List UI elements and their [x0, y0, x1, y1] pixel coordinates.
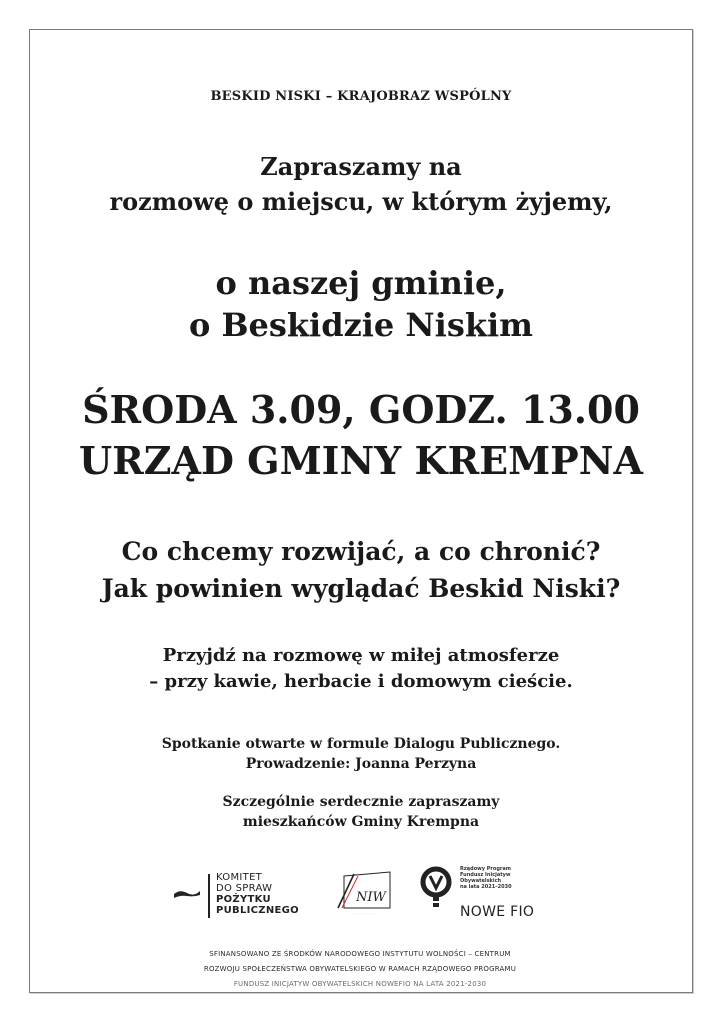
welcome-line-2: mieszkańców Gminy Krempna — [242, 814, 480, 830]
fio-small-2: Fundusz Inicjatyw — [460, 872, 511, 878]
komitet-line-3: POŻYTKU — [216, 894, 271, 905]
funding-line-2: ROZWOJU SPOŁECZEŃSTWA OBYWATELSKIEGO W RAMACH RZĄDOWEGO PROGRAMU — [203, 965, 517, 973]
event-venue: URZĄD GMINY KREMPNA — [79, 438, 643, 483]
fio-small-1: Rządowy Program — [460, 866, 511, 872]
komitet-line-4: PUBLICZNEGO — [216, 905, 299, 916]
komitet-line-2: DO SPRAW — [216, 883, 273, 894]
komitet-text — [216, 872, 299, 916]
funding-line-3: FUNDUSZ INICJATYW OBYWATELSKICH NOWEFIO NA LATA 2021-2030 — [233, 980, 487, 988]
invite-line-2: – przy kawie, herbacie i domowym cieście. — [149, 671, 573, 692]
meeting-format: Spotkanie otwarte w formule Dialogu Publicznego. — [161, 736, 561, 752]
sponsor-logos — [150, 838, 570, 998]
fio-small-4: na lata 2021–2030 — [460, 884, 512, 890]
place-line-2: o Beskidzie Niskim — [188, 306, 534, 344]
meeting-host: Prowadzenie: Joanna Perzyna — [245, 756, 477, 772]
invite-line-1: Przyjdź na rozmowę w miłej atmosferze — [162, 645, 560, 666]
komitet-line-1: KOMITET — [216, 872, 263, 883]
niw-logo — [330, 868, 400, 923]
welcome-line-1: Szczególnie serdecznie zapraszamy — [222, 794, 500, 810]
svg-text:NIW: NIW — [356, 890, 386, 904]
logo-divider — [208, 874, 210, 918]
place-line-1: o naszej gminie, — [215, 264, 507, 302]
niw-wordmark — [356, 888, 396, 904]
poster-header: BESKID NISKI – KRAJOBRAZ WSPÓLNY — [210, 89, 512, 104]
fio-name: NOWE FIO — [460, 904, 535, 920]
question-1: Co chcemy rozwijać, a co chronić? — [121, 537, 601, 566]
intro-line-1: Zapraszamy na — [260, 152, 462, 181]
funding-line-1: SFINANSOWANO ZE ŚRODKÓW NARODOWEGO INSTYTUTU WOLNOŚCI – CENTRUM — [209, 950, 511, 958]
flag-icon — [174, 888, 200, 898]
komitet-logo — [170, 872, 300, 928]
fio-small-3: Obywatelskich — [460, 878, 502, 884]
fio-program-text — [460, 866, 512, 890]
intro-line-2: rozmowę o miejscu, w którym żyjemy, — [109, 187, 613, 216]
niw-caption: · · · · · · · · · · · · · · — [352, 911, 378, 915]
event-date: ŚRODA 3.09, GODZ. 13.00 — [82, 387, 640, 432]
fio-emblem-icon — [420, 866, 456, 910]
question-2: Jak powinien wyglądać Beskid Niski? — [101, 574, 621, 603]
nowe-fio-logo — [420, 866, 550, 922]
